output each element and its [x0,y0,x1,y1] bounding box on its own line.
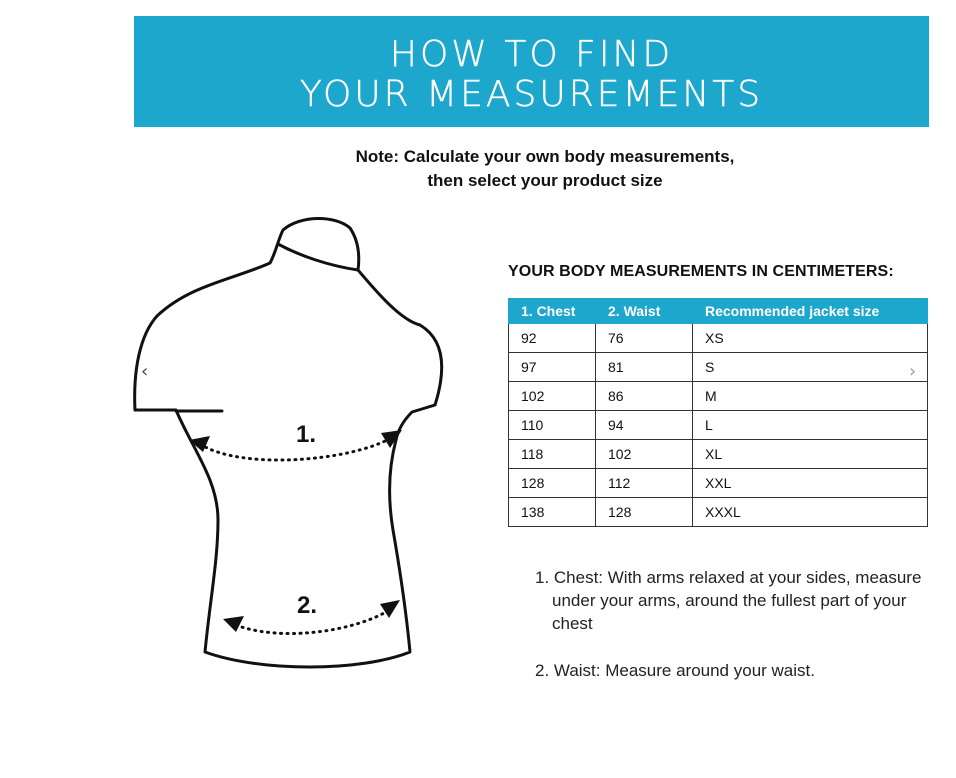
table-row [509,440,928,469]
cell-waist: 128 [596,498,693,527]
header-chest: 1. Chest [509,299,596,324]
table-row [509,411,928,440]
table-row [509,353,928,382]
cell-waist: 86 [596,382,693,411]
cell-chest: 118 [509,440,596,469]
next-image-button[interactable]: › [909,361,917,382]
table-title: YOUR BODY MEASUREMENTS IN CENTIMETERS: [508,263,894,280]
table-row [509,469,928,498]
torso-outline [135,218,442,667]
cell-chest: 110 [509,411,596,440]
banner-title-line-2: YOUR MEASUREMENTS [299,74,764,115]
cell-size: XL [693,440,928,469]
header-waist: 2. Waist [596,299,693,324]
previous-image-button[interactable]: ‹ [141,361,149,382]
cell-waist: 112 [596,469,693,498]
cell-chest: 92 [509,324,596,353]
header-jacket-size: Recommended jacket size [693,299,928,324]
table-row [509,382,928,411]
banner-title-line-1: HOW TO FIND [389,34,674,75]
chest-marker-label: 1. [296,421,317,448]
torso-illustration [120,205,460,685]
note-line-1: Note: Calculate your own body measurements, [355,147,735,166]
cell-size: XXXL [693,498,928,527]
neck-line [278,244,358,270]
cell-waist: 94 [596,411,693,440]
cell-chest: 97 [509,353,596,382]
table-row [509,324,928,353]
waist-arrow-right-head [380,600,400,618]
cell-chest: 128 [509,469,596,498]
title-banner [134,16,929,127]
cell-size: S [693,353,928,382]
cell-size: XS [693,324,928,353]
cell-waist: 102 [596,440,693,469]
cell-size: L [693,411,928,440]
waist-marker-label: 2. [297,592,318,619]
size-table [508,298,928,527]
cell-size: XXL [693,469,928,498]
cell-chest: 102 [509,382,596,411]
note-line-2: then select your product size [427,171,663,190]
chest-arrow-right-head [381,430,402,448]
cell-waist: 81 [596,353,693,382]
cell-size: M [693,382,928,411]
waist-instruction: 2. Waist: Measure around your waist. [535,661,815,680]
waist-arrow-left-head [223,616,244,632]
cell-waist: 76 [596,324,693,353]
cell-chest: 138 [509,498,596,527]
measurement-instructions [535,566,935,682]
table-header-row [509,299,928,324]
chest-instruction: 1. Chest: With arms relaxed at your sides, measure under your arms, around the fullest part of your chest [535,568,922,633]
table-row [509,498,928,527]
note-text [270,145,820,193]
